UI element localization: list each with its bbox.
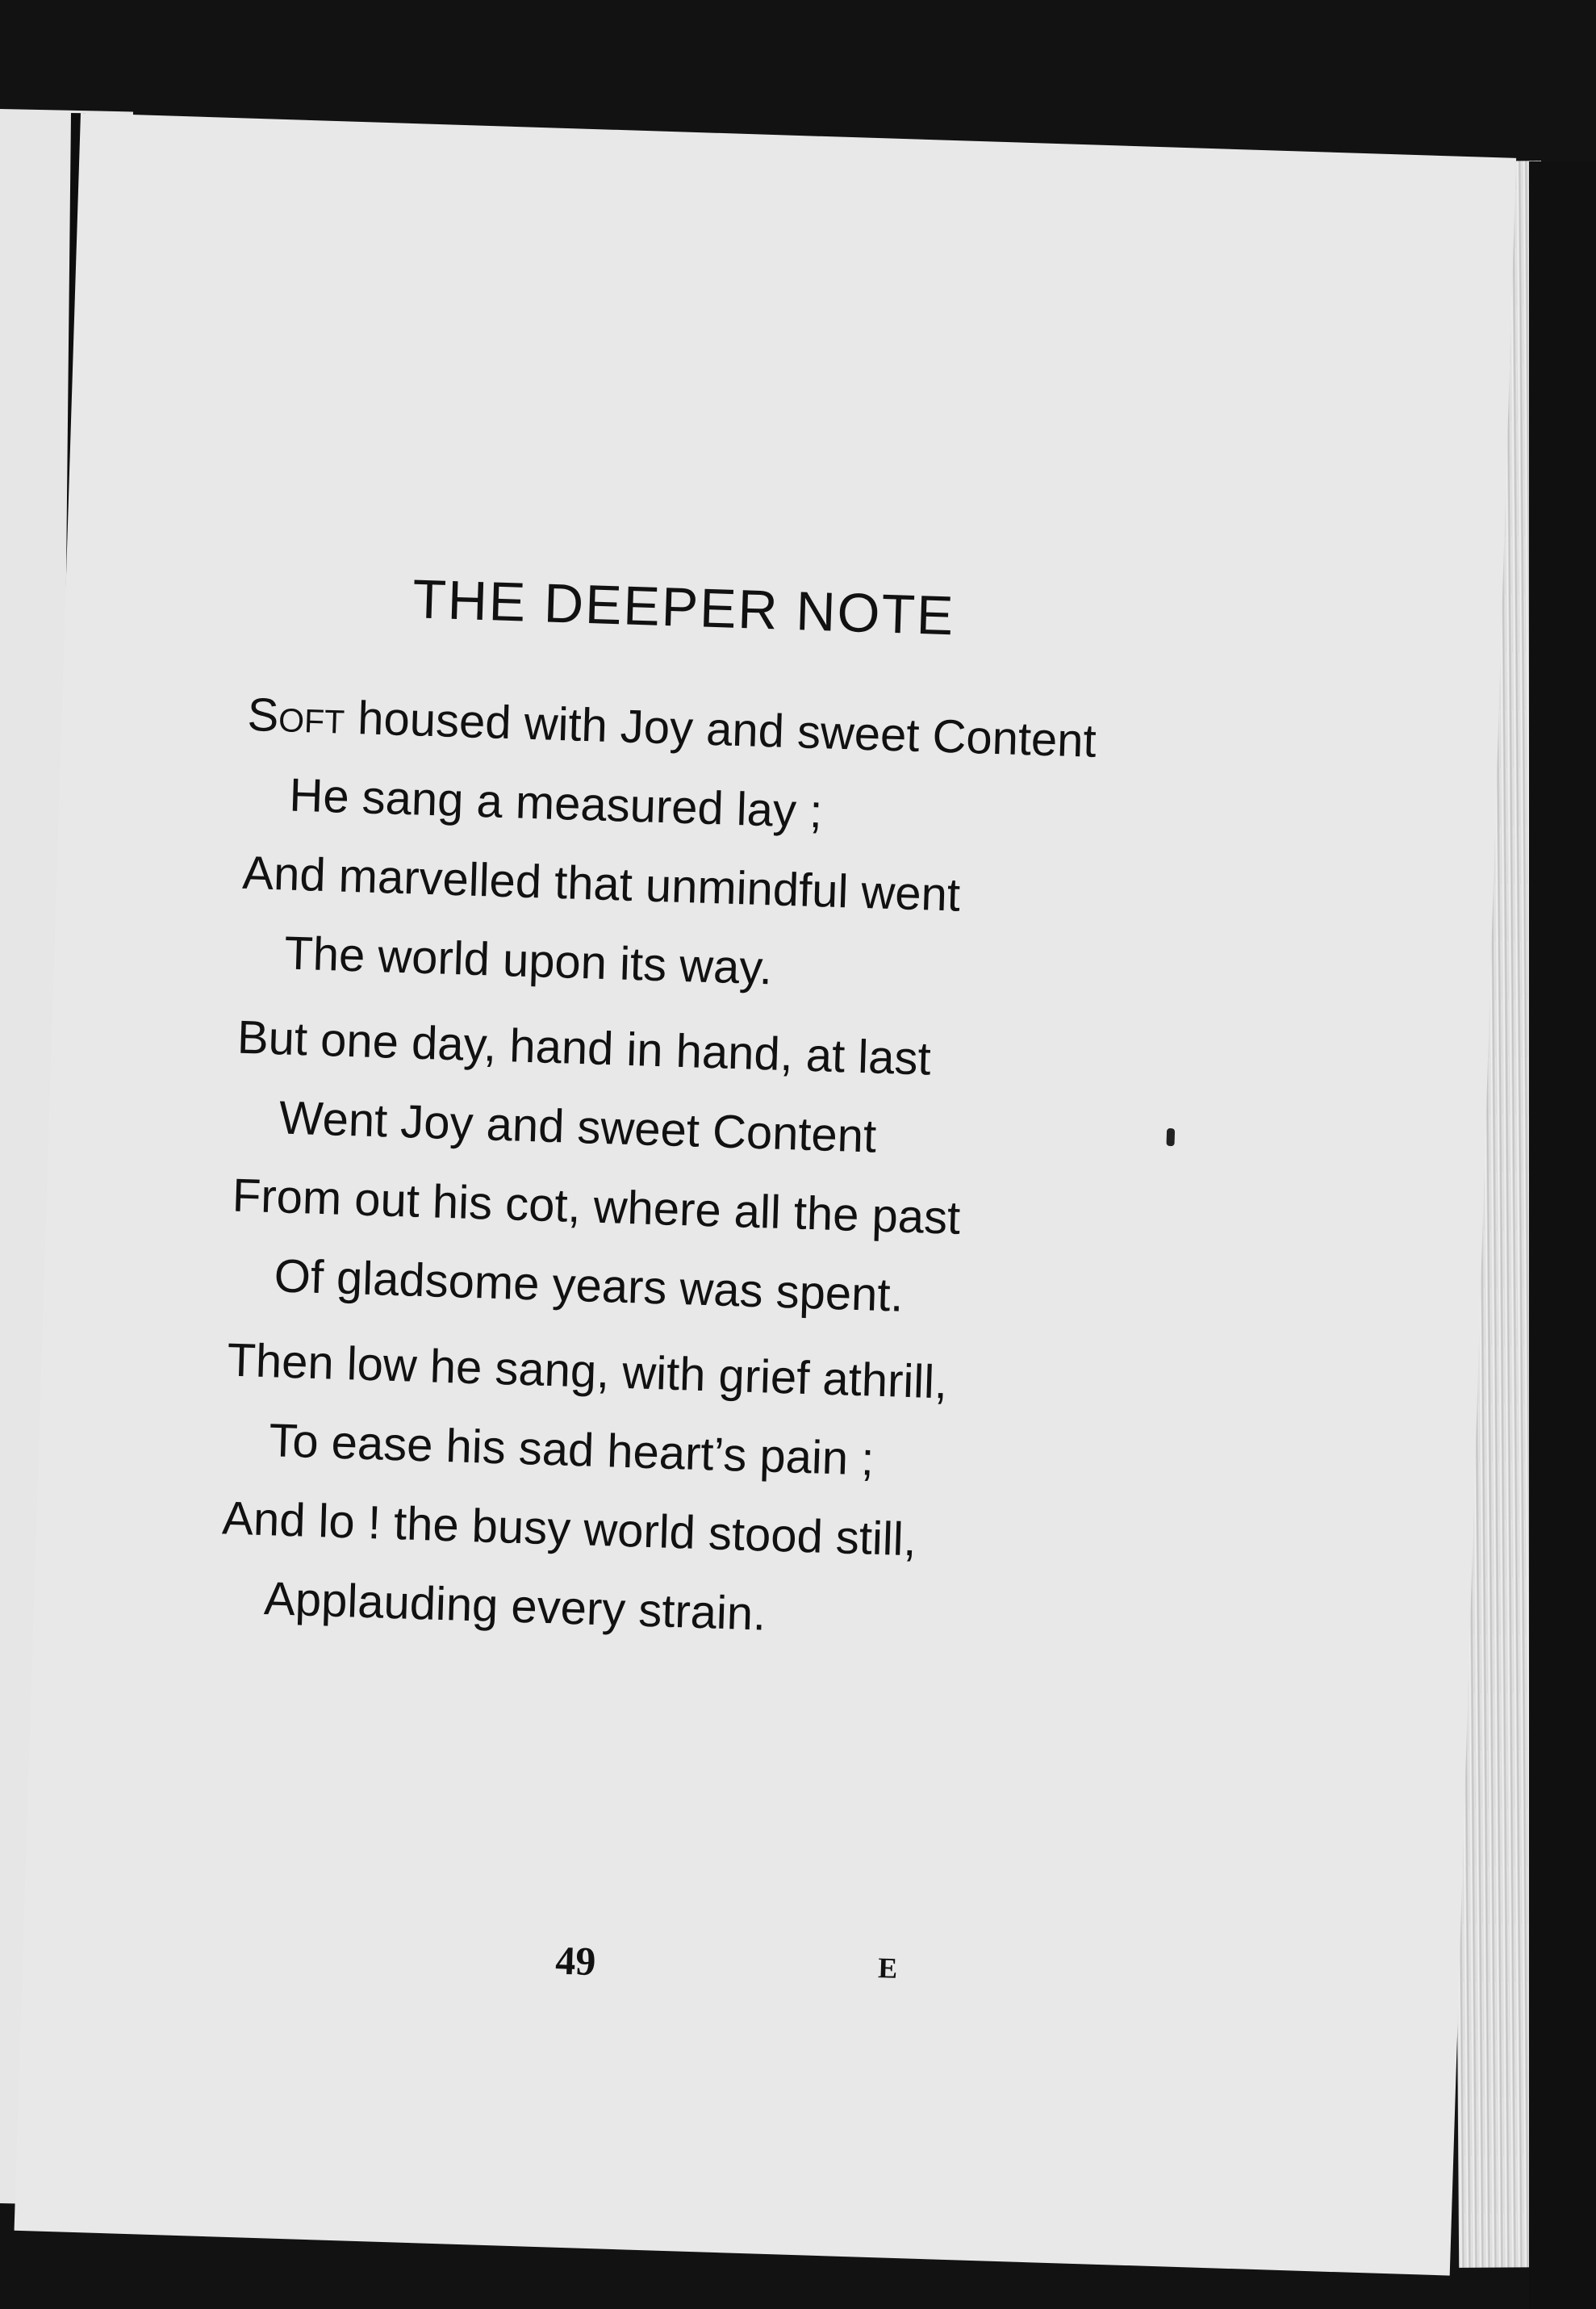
poem-title: THE DEEPER NOTE (412, 568, 956, 647)
stanza-1 (239, 676, 1297, 1025)
ink-speck (1166, 1128, 1175, 1146)
right-shadow (1529, 161, 1596, 2309)
drop-word: Soft (246, 688, 346, 744)
signature-mark: E (877, 1951, 898, 1985)
poem-line: Of gladsome years was spent. (273, 1249, 905, 1322)
book-page (15, 113, 1517, 2276)
poem-line: Applauding every strain. (263, 1572, 767, 1641)
poem-line: The world upon its way. (283, 927, 774, 995)
poem-line: Went Joy and sweet Content (278, 1091, 878, 1163)
poem-line: Then low he sang, with grief athrill, (226, 1333, 949, 1409)
stanza-2 (228, 998, 1287, 1348)
stanza-3 (219, 1320, 1277, 1670)
poem-line: From out his cot, where all the past (231, 1169, 962, 1244)
poem-line: But one day, hand in hand, at last (236, 1010, 932, 1085)
poem-line: And lo ! the busy world stood still, (221, 1491, 917, 1567)
page-number: 49 (554, 1937, 597, 1985)
line-text: housed with Joy and sweet Content (344, 691, 1097, 768)
poem-line: To ease his sad heart’s pain ; (268, 1414, 875, 1486)
poem-line: And marvelled that unmindful went (241, 846, 961, 922)
poem-line: He sang a measured lay ; (288, 768, 824, 839)
